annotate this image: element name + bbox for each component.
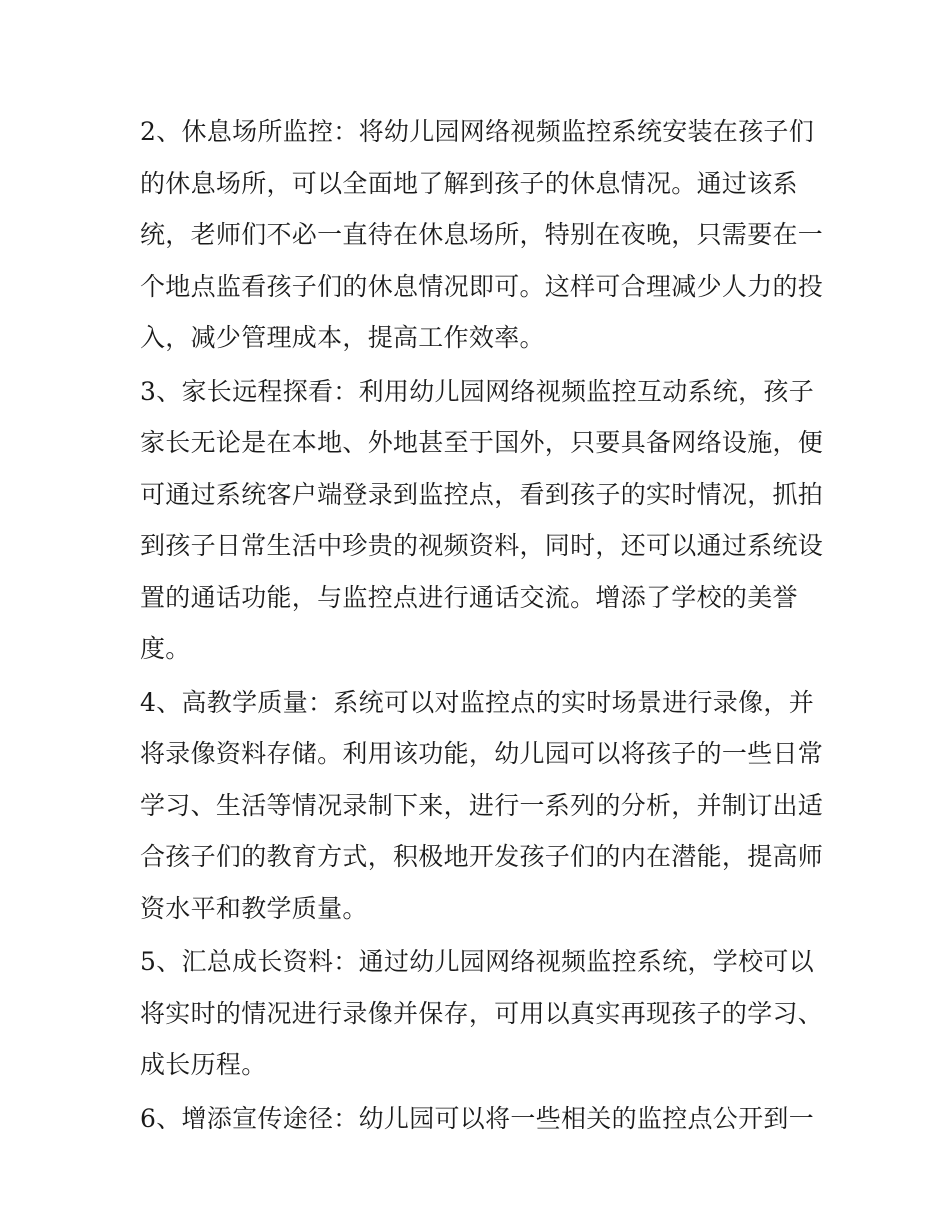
text-line: 3、家长远程探看：利用幼儿园网络视频监控互动系统，孩子 xyxy=(140,376,815,406)
text-line: 个地点监看孩子们的休息情况即可。这样可合理减少人力的投 xyxy=(140,271,824,301)
text-line: 统，老师们不必一直待在休息场所，特别在夜晚，只需要在一 xyxy=(140,220,824,249)
text-line: 成长历程。 xyxy=(140,1050,267,1079)
text-line: 6、增添宣传途径：幼儿园可以将一些相关的监控点公开到一 xyxy=(140,1103,815,1133)
paragraph-rest-area-monitoring xyxy=(140,106,824,364)
text-line: 2、休息场所监控：将幼儿园网络视频监控系统安装在孩子们 xyxy=(140,117,815,146)
paragraph-publicity-channel xyxy=(140,1093,815,1145)
text-line: 合孩子们的教育方式，积极地开发孩子们的内在潜能，提高师 xyxy=(140,842,824,871)
document-body xyxy=(140,106,824,1146)
paragraph-teaching-quality xyxy=(140,677,824,935)
paragraph-parent-remote-viewing xyxy=(140,366,824,675)
text-line: 可通过系统客户端登录到监控点，看到孩子的实时情况，抓拍 xyxy=(140,479,824,509)
text-line: 5、汇总成长资料：通过幼儿园网络视频监控系统，学校可以 xyxy=(140,947,815,976)
text-line: 的休息场所，可以全面地了解到孩子的休息情况。通过该系 xyxy=(140,168,798,198)
text-line: 入，减少管理成本，提高工作效率。 xyxy=(140,323,545,352)
text-line: 4、高教学质量：系统可以对监控点的实时场景进行录像，并 xyxy=(140,687,815,717)
text-line: 资水平和教学质量。 xyxy=(140,893,368,923)
text-line: 学习、生活等情况录制下来，进行一系列的分析，并制订出适 xyxy=(140,790,824,820)
text-line: 家长无论是在本地、外地甚至于国外，只要具备网络设施，便 xyxy=(140,428,824,457)
text-line: 将实时的情况进行录像并保存，可用以真实再现孩子的学习、 xyxy=(140,998,824,1028)
text-line: 将录像资料存储。利用该功能，幼儿园可以将孩子的一些日常 xyxy=(140,739,824,768)
paragraph-growth-records xyxy=(140,936,824,1091)
text-line: 度。 xyxy=(140,634,191,663)
text-line: 到孩子日常生活中珍贵的视频资料，同时，还可以通过系统设 xyxy=(140,531,824,560)
text-line: 置的通话功能，与监控点进行通话交流。增添了学校的美誉 xyxy=(140,582,798,612)
